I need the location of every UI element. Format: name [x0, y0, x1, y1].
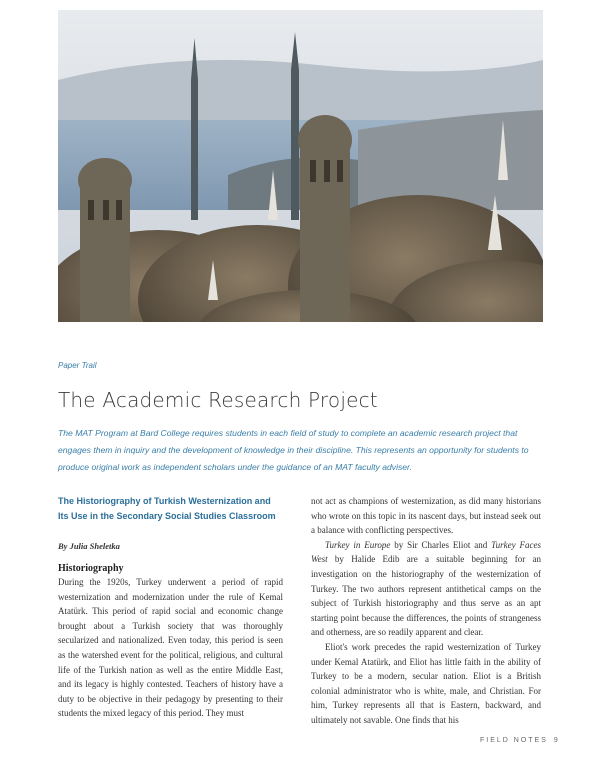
article-title: The Historiography of Turkish Westernization and Its Use in the Secondary Social Studies Classroom	[58, 496, 276, 521]
page-footer	[480, 737, 558, 744]
body-paragraph: Eliot's work precedes the rapid westernization of Turkey under Kemal Atatürk, and Eliot has little faith in the ability of Turkey to be a modern, secular nation. Eliot is a British colonial administrator who is white, male, and Christian. For him, Turkey represents all that is Eastern, backward, and ultimately not savable. One finds that his	[311, 641, 541, 725]
body-paragraph: Turkey in Europe by Sir Charles Eliot and Turkey Faces West by Halide Edib are a suitable beginning for an investigation on the historiography of the westernization of Turkey. The two authors represent antithetical camps on the subject of Turkish historiography and thus serve as an apt starting point because the differences, the points of strangeness and otherness, are so readily apparent and clear.	[311, 539, 541, 638]
book-title: Turkey Faces West	[311, 539, 541, 565]
section-label: Paper Trail	[58, 361, 97, 370]
book-title: Turkey in Europe	[325, 539, 391, 550]
running-head: FIELD NOTES	[480, 737, 548, 744]
hero-photo	[58, 10, 543, 322]
page-title: The Academic Research Project	[58, 388, 378, 412]
left-column	[58, 494, 283, 721]
body-paragraph: During the 1920s, Turkey underwent a period of rapid westernization and modernization under the rule of Kemal Atatürk. This period of rapid social and economic change brought about a Turkish society that was thoroughly secularized and nationalized. Even today, this period is seen as the watershed event for the political, religious, and cultural life of the Turkish nation as well as the entire Middle East, and its legacy is highly contested. Teachers of history have a duty to be objective in their pedagogy by presenting to their students the mixed legacy of this period. They must	[58, 577, 283, 719]
right-column	[311, 494, 541, 728]
page-number: 9	[553, 737, 558, 744]
byline: By Julia Sheletka	[58, 541, 120, 551]
section-subhead: Historiography	[58, 563, 124, 574]
body-paragraph: not act as champions of westernization, as did many historians who wrote on this topic in its nascent days, but instead seek out a balance with conflicting perspectives.	[311, 496, 541, 536]
intro-text: The MAT Program at Bard College requires students in each field of study to complete an academic research project that engages them in inquiry and the development of knowledge in their discipline. This represents an opportunity for students to produce original work as independent scholars under the guidance of an MAT faculty adviser.	[58, 428, 529, 472]
